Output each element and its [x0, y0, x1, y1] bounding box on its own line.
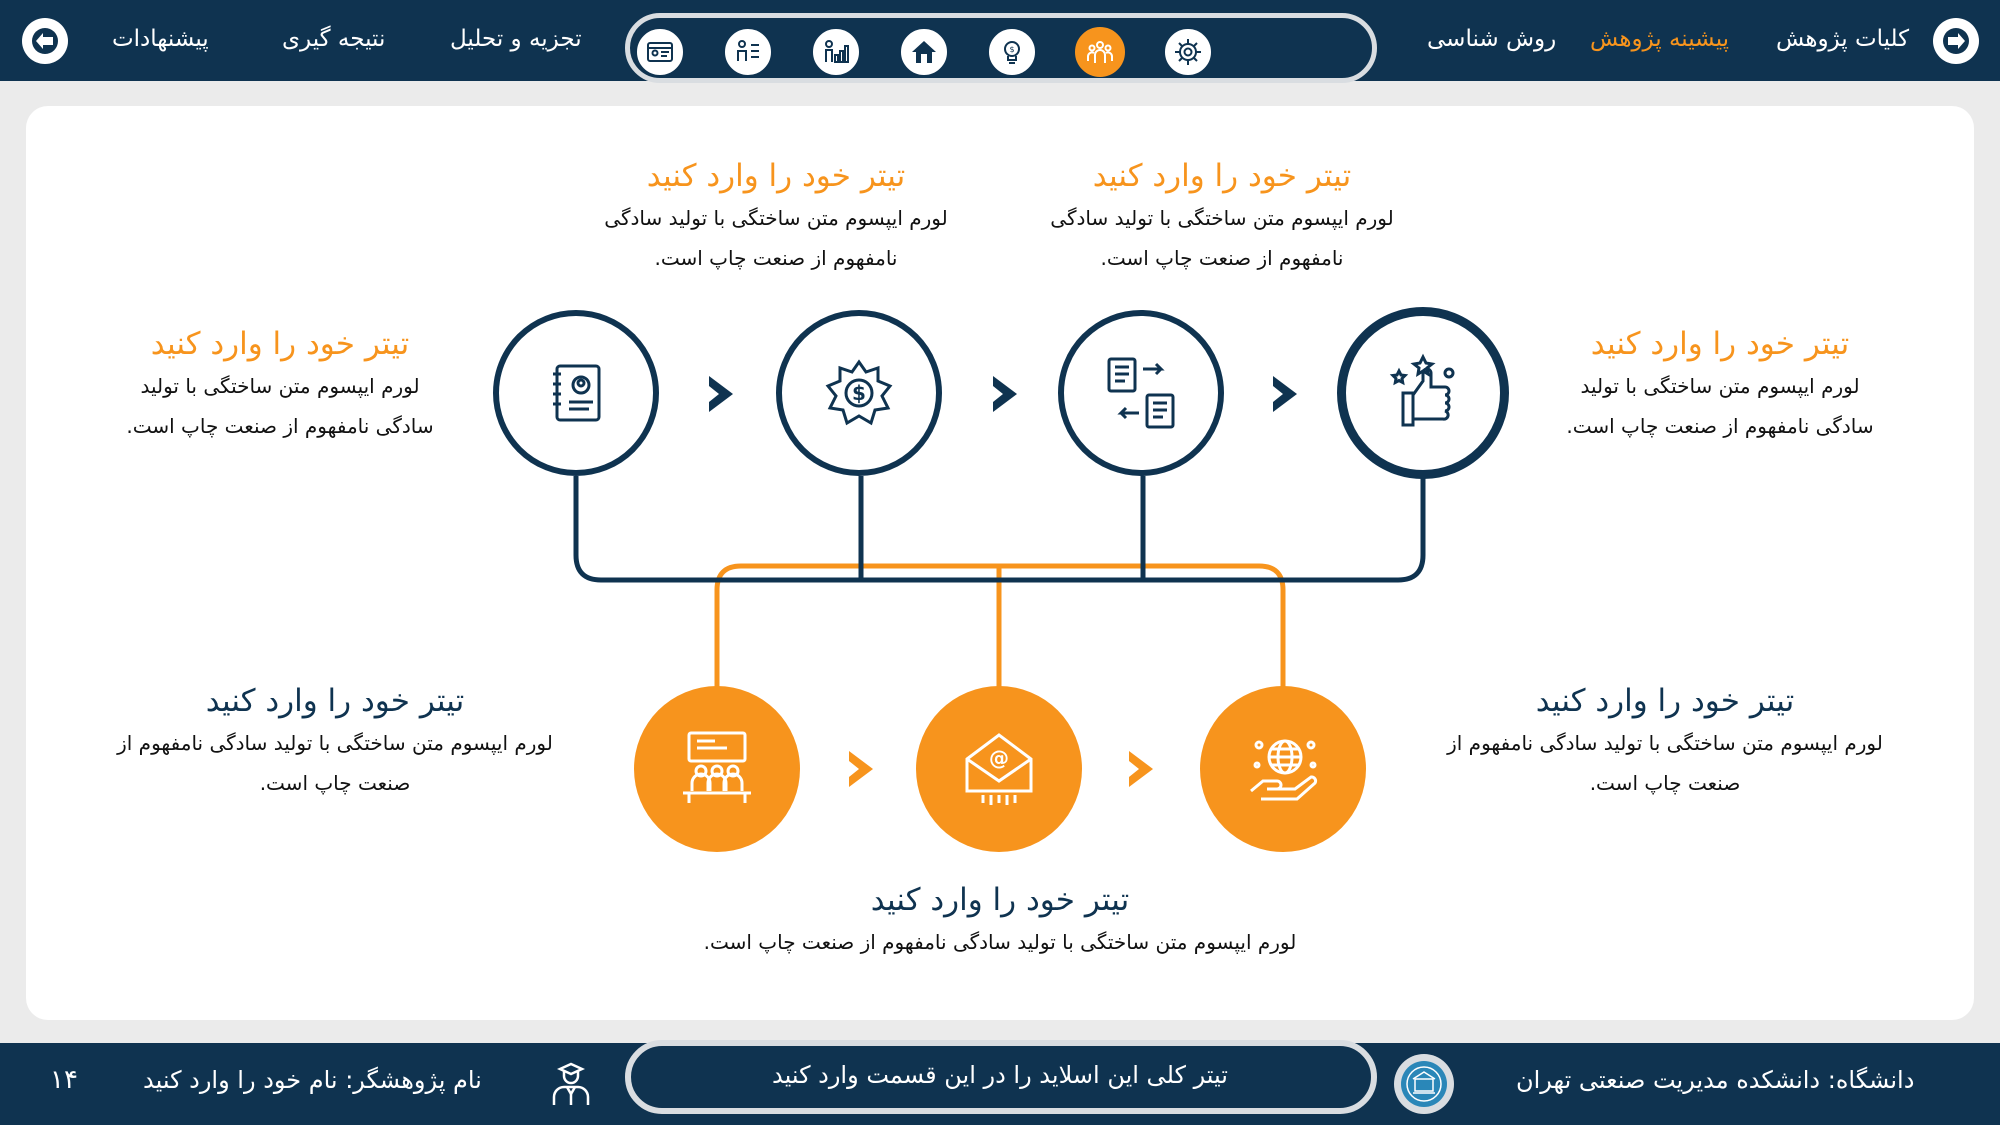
globe-hand-icon: [1200, 686, 1366, 852]
step-2-description: لورم ایپسوم متن ساختگی با تولید سادگی نامفهوم از صنعت چاپ است.: [604, 206, 948, 270]
dollar-gear-icon: [776, 310, 942, 476]
step-4-title: تیتر خود را وارد کنید: [1590, 326, 1850, 362]
nav-item-methodology[interactable]: روش شناسی: [1427, 26, 1557, 52]
nav-item-suggestions[interactable]: پیشنهادات: [112, 26, 209, 52]
step-4-description: لورم ایپسوم متن ساختگی با تولید سادگی نامفهوم از صنعت چاپ است.: [1566, 374, 1874, 438]
flow-arrow-5: [1129, 751, 1153, 787]
step-4-text-block: [1550, 322, 1890, 446]
contact-book-icon: [493, 310, 659, 476]
substep-2-title: تیتر خود را وارد کنید: [870, 882, 1130, 918]
researcher-icon: [545, 1057, 597, 1109]
presentation-audience-icon: [634, 686, 800, 852]
substep-3-description: لورم ایپسوم متن ساختگی با تولید سادگی نامفهوم از صنعت چاپ است.: [1447, 731, 1883, 795]
flow-arrow-3: [1273, 376, 1297, 412]
svg-text:@: @: [989, 746, 1009, 770]
substep-3-text-block: [1440, 679, 1890, 803]
flow-arrow-4: [849, 751, 873, 787]
substep-3-title: تیتر خود را وارد کنید: [1535, 683, 1795, 719]
email-envelope-icon: [916, 686, 1082, 852]
document-exchange-icon: [1058, 310, 1224, 476]
substep-1-text-block: [110, 679, 560, 803]
step-1-title: تیتر خود را وارد کنید: [150, 326, 410, 362]
researcher-name: نام پژوهشگر: نام خود را وارد کنید: [143, 1066, 482, 1094]
university-logo-icon: [1394, 1054, 1454, 1114]
step-1-description: لورم ایپسوم متن ساختگی با تولید سادگی نامفهوم از صنعت چاپ است.: [126, 374, 434, 438]
flow-arrow-2: [993, 376, 1017, 412]
step-1-text-block: [110, 322, 450, 446]
svg-text:$: $: [1009, 45, 1015, 54]
substep-1-description: لورم ایپسوم متن ساختگی با تولید سادگی نامفهوم از صنعت چاپ است.: [117, 731, 553, 795]
step-2-text-block: [586, 154, 966, 278]
nav-item-overview[interactable]: کلیات پژوهش: [1776, 26, 1910, 52]
step-2-title: تیتر خود را وارد کنید: [646, 158, 906, 194]
svg-text:$: $: [852, 381, 866, 405]
substep-2-description: لورم ایپسوم متن ساختگی با تولید سادگی نامفهوم از صنعت چاپ است.: [703, 930, 1297, 954]
substep-1-title: تیتر خود را وارد کنید: [205, 683, 465, 719]
step-3-text-block: [1032, 154, 1412, 278]
page-number: ۱۴: [50, 1065, 78, 1095]
substep-2-text-block: [650, 878, 1350, 962]
slide-title: تیتر کلی این اسلاید را در این قسمت وارد کنید: [772, 1061, 1228, 1089]
step-3-title: تیتر خود را وارد کنید: [1092, 158, 1352, 194]
thumbs-up-stars-icon: [1337, 307, 1509, 479]
nav-item-analysis[interactable]: تجزیه و تحلیل: [450, 26, 582, 52]
nav-item-literature[interactable]: پیشینه پژوهش: [1590, 26, 1730, 52]
flow-arrow-1: [709, 376, 733, 412]
step-3-description: لورم ایپسوم متن ساختگی با تولید سادگی نامفهوم از صنعت چاپ است.: [1050, 206, 1394, 270]
nav-item-conclusion[interactable]: نتیجه گیری: [282, 26, 386, 52]
university-name: دانشگاه: دانشکده مدیریت صنعتی تهران: [1516, 1066, 1915, 1094]
